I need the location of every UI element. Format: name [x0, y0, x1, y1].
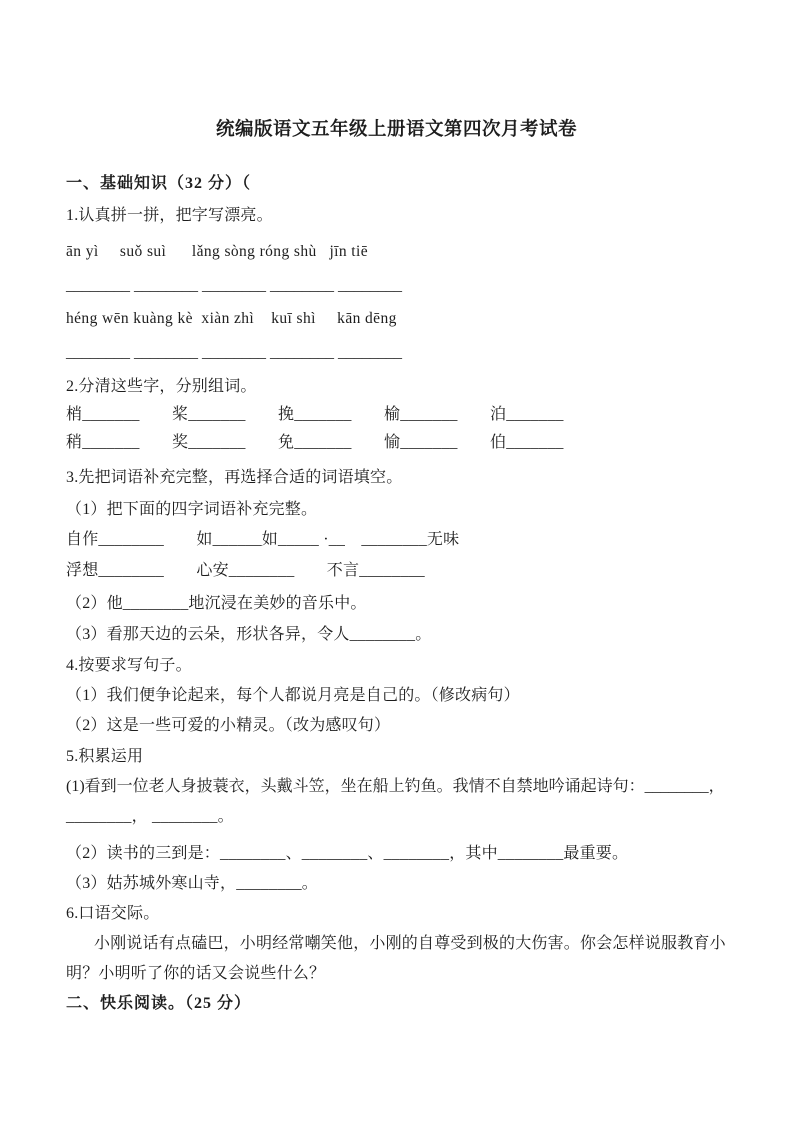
q3-sub3-sentence: （3）看那天边的云朵，形状各异，令人________。 [66, 626, 432, 643]
section-1-heading: 一、基础知识（32 分）（ [66, 175, 252, 192]
q3-sub1-prompt: （1）把下面的四字词语补充完整。 [66, 501, 318, 518]
q6-prompt: 6.口语交际。 [66, 905, 160, 922]
q5-prompt: 5.积累运用 [66, 748, 144, 765]
q3-idiom-row-1: 自作________ 如______如_____ ·__ ________无味 [66, 531, 460, 548]
q2-prompt: 2.分清这些字，分别组词。 [66, 378, 257, 395]
q1-pinyin-row-2: héng wēn kuàng kè xiàn zhì kuī shì kān dēng [66, 310, 397, 327]
q5-sub3-sentence: （3）姑苏城外寒山寺，________。 [66, 875, 319, 892]
section-2-heading: 二、快乐阅读。（25 分） [66, 995, 252, 1012]
q4-sub2-sentence: （2）这是一些可爱的小精灵。（改为感叹句） [66, 717, 391, 734]
q5-sub1-line-2: ________， ________。 [66, 808, 234, 825]
q3-idiom-row-2: 浮想________ 心安________ 不言________ [66, 562, 425, 579]
q6-body-line-2: 明？小明听了你的话又会说些什么？ [66, 965, 326, 982]
q4-sub1-sentence: （1）我们便争论起来，每个人都说月亮是自己的。（修改病句） [66, 687, 520, 704]
exam-title: 统编版语文五年级上册语文第四次月考试卷 [215, 120, 577, 140]
q4-prompt: 4.按要求写句子。 [66, 657, 192, 674]
q3-sub2-sentence: （2）他________地沉浸在美妙的音乐中。 [66, 595, 367, 612]
q1-pinyin-row-1: ān yì suǒ suì lǎng sòng róng shù jīn tiē [66, 243, 368, 260]
q2-word-row-2: 稍_______ 奖_______ 免_______ 愉_______ 伯_______ [66, 434, 564, 451]
q2-word-row-1: 梢_______ 桨_______ 挽_______ 榆_______ 泊_______ [66, 406, 564, 423]
q1-answer-blanks-2: ________ ________ ________ ________ ________ [66, 344, 402, 361]
q5-sub1-line-1: (1)看到一位老人身披蓑衣，头戴斗笠，坐在船上钓鱼。我情不自禁地吟诵起诗句：________， [66, 778, 725, 795]
q5-sub2-sentence: （2）读书的三到是：________、________、________，其中________最重要。 [66, 845, 629, 862]
q6-body-line-1: 小刚说话有点磕巴，小明经常嘲笑他，小刚的自尊受到极的大伤害。你会怎样说服教育小 [94, 935, 726, 952]
q1-answer-blanks-1: ________ ________ ________ ________ ________ [66, 277, 402, 294]
q3-prompt: 3.先把词语补充完整，再选择合适的词语填空。 [66, 469, 403, 486]
q1-prompt: 1.认真拼一拼，把字写漂亮。 [66, 207, 273, 224]
